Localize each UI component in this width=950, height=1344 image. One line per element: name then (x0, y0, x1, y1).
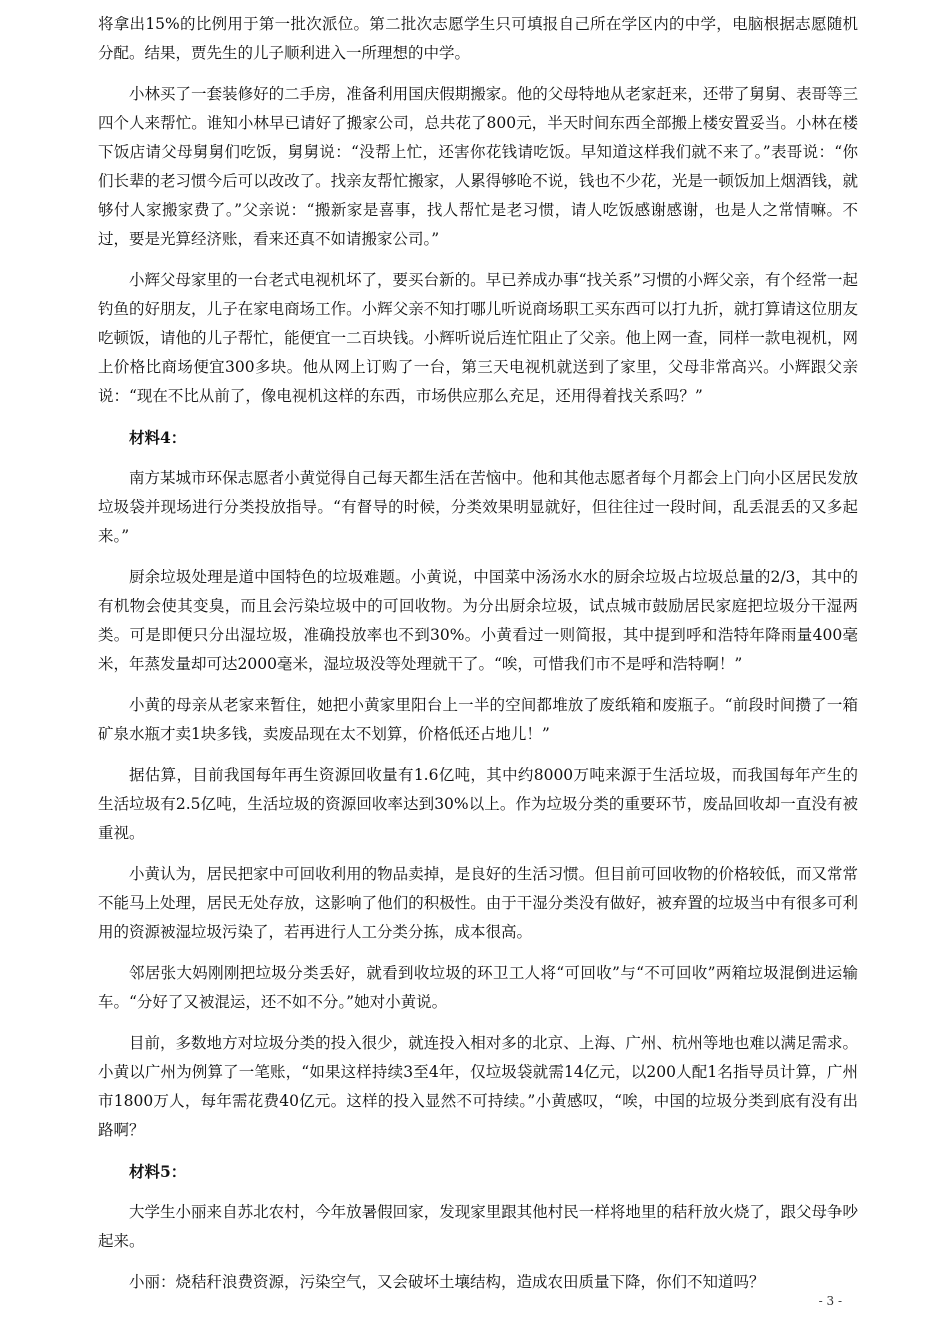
paragraph: 南方某城市环保志愿者小黄觉得自己每天都生活在苦恼中。他和其他志愿者每个月都会上门向小区居民发放垃圾袋并现场进行分类投放指导。“有督导的时候，分类效果明显就好，但往往过一段时间，乱丢混丢的又多起来。” (98, 469, 858, 545)
paragraph: 小黄认为，居民把家中可回收利用的物品卖掉，是良好的生活习惯。但目前可回收物的价格较低，而又常常不能马上处理，居民无处存放，这影响了他们的积极性。由于干湿分类没有做好，被弃置的垃圾当中有很多可利用的资源被湿垃圾污染了，若再进行人工分类分拣，成本很高。 (98, 865, 858, 941)
page-number: - 3 - (818, 1294, 842, 1308)
paragraph: 小辉父母家里的一台老式电视机坏了，要买台新的。早已养成办事“找关系”习惯的小辉父亲，有个经常一起钓鱼的好朋友，儿子在家电商场工作。小辉父亲不知打哪儿听说商场职工买东西可以打九折，就打算请这位朋友吃顿饭，请他的儿子帮忙，能便宜一二百块钱。小辉听说后连忙阻止了父亲。他上网一查，同样一款电视机，网上价格比商场便宜300多块。他从网上订购了一台，第三天电视机就送到了家里，父母非常高兴。小辉跟父亲说：“现在不比从前了，像电视机这样的东西，市场供应那么充足，还用得着找关系吗？” (98, 271, 858, 405)
paragraph: 邻居张大妈刚刚把垃圾分类丢好，就看到收垃圾的环卫工人将“可回收”与“不可回收”两箱垃圾混倒进运输车。“分好了又被混运，还不如不分。”她对小黄说。 (98, 964, 858, 1011)
paragraph: 小林买了一套装修好的二手房，准备利用国庆假期搬家。他的父母特地从老家赶来，还带了舅舅、表哥等三四个人来帮忙。谁知小林早已请好了搬家公司，总共花了800元，半天时间东西全部搬上楼安置妥当。小林在楼下饭店请父母舅舅们吃饭，舅舅说：“没帮上忙，还害你花钱请吃饭。早知道这样我们就不来了。”表哥说：“你们长辈的老习惯今后可以改改了。找亲友帮忙搬家，人累得够呛不说，钱也不少花，光是一顿饭加上烟酒钱，就够付人家搬家费了。”父亲说：“搬新家是喜事，找人帮忙是老习惯，请人吃饭感谢感谢，也是人之常情嘛。不过，要是光算经济账，看来还真不如请搬家公司。” (98, 85, 858, 248)
paragraph: 将拿出15%的比例用于第一批次派位。第二批次志愿学生只可填报自己所在学区内的中学，电脑根据志愿随机分配。结果，贾先生的儿子顺利进入一所理想的中学。 (98, 15, 858, 62)
section-heading-material-4: 材料4： (129, 428, 187, 447)
paragraph: 大学生小丽来自苏北农村，今年放暑假回家，发现家里跟其他村民一样将地里的秸秆放火烧了，跟父母争吵起来。 (98, 1203, 858, 1250)
paragraph: 目前，多数地方对垃圾分类的投入很少，就连投入相对多的北京、上海、广州、杭州等地也难以满足需求。小黄以广州为例算了一笔账，“如果这样持续3至4年，仅垃圾袋就需14亿元，以200人配1名指导员计算，广州市1800万人，每年需花费40亿元。这样的投入显然不可持续。”小黄感叹，“唉，中国的垃圾分类到底有没有出路啊？ (98, 1034, 858, 1139)
paragraph: 厨余垃圾处理是道中国特色的垃圾难题。小黄说，中国菜中汤汤水水的厨余垃圾占垃圾总量的2/3，其中的有机物会使其变臭，而且会污染垃圾中的可回收物。为分出厨余垃圾，试点城市鼓励居民家庭把垃圾分干湿两类。可是即便只分出湿垃圾，准确投放率也不到30%。小黄看过一则简报，其中提到呼和浩特年降雨量400毫米，年蒸发量却可达2000毫米，湿垃圾没等处理就干了。“唉，可惜我们市不是呼和浩特啊！” (98, 568, 858, 673)
section-heading-material-5: 材料5： (129, 1162, 187, 1181)
document-body (98, 10, 858, 1309)
paragraph: 小黄的母亲从老家来暂住，她把小黄家里阳台上一半的空间都堆放了废纸箱和废瓶子。“前段时间攒了一箱矿泉水瓶才卖1块多钱，卖废品现在太不划算，价格低还占地儿！” (98, 696, 858, 743)
paragraph: 据估算，目前我国每年再生资源回收量有1.6亿吨，其中约8000万吨来源于生活垃圾，而我国每年产生的生活垃圾有2.5亿吨，生活垃圾的资源回收率达到30%以上。作为垃圾分类的重要环节，废品回收却一直没有被重视。 (98, 766, 858, 842)
paragraph: 小丽：烧秸秆浪费资源，污染空气，又会破坏土壤结构，造成农田质量下降，你们不知道吗？ (129, 1273, 765, 1291)
